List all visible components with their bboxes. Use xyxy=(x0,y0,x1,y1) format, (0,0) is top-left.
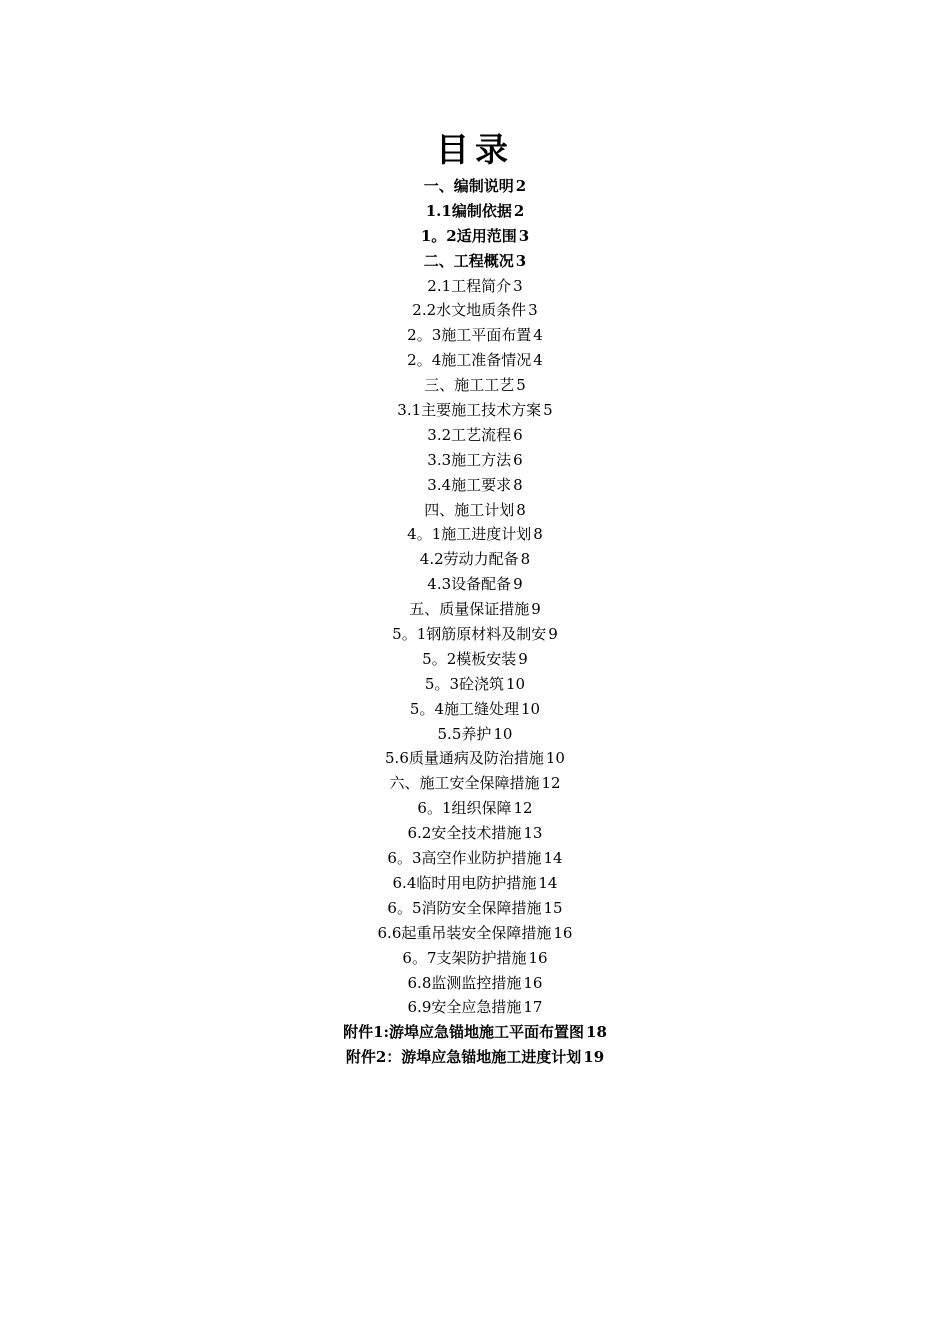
toc-entry-page-number: 9 xyxy=(531,600,541,619)
toc-entry-text: 3.2工艺流程 xyxy=(427,425,512,444)
toc-entry-page-number: 9 xyxy=(518,649,528,668)
toc-entry-page-number: 17 xyxy=(523,998,543,1017)
toc-entry-page-number: 3 xyxy=(518,226,530,245)
toc-entry-text: 2。4施工准备情况 xyxy=(407,351,532,370)
toc-entry-page-number: 15 xyxy=(543,898,563,917)
toc-entry-text: 4.2劳动力配备 xyxy=(419,550,519,569)
toc-entry[interactable] xyxy=(0,995,950,1020)
toc-entry-text: 五、质量保证措施 xyxy=(409,600,530,619)
toc-entry-text: 6。5消防安全保障措施 xyxy=(387,898,542,917)
toc-entry-text: 5.5养护 xyxy=(437,724,492,743)
toc-entry[interactable] xyxy=(0,622,950,647)
toc-entry-page-number: 12 xyxy=(513,799,533,818)
toc-entry-page-number: 6 xyxy=(513,425,523,444)
toc-entry[interactable] xyxy=(0,348,950,373)
toc-entry-text: 2。3施工平面布置 xyxy=(407,326,532,345)
toc-entry-text: 3.4施工要求 xyxy=(427,475,512,494)
toc-entry[interactable] xyxy=(0,249,950,274)
toc-entry[interactable] xyxy=(0,722,950,747)
toc-entry-page-number: 13 xyxy=(523,824,543,843)
toc-entry-page-number: 19 xyxy=(583,1048,605,1067)
toc-entry-page-number: 3 xyxy=(528,301,538,320)
toc-entry[interactable] xyxy=(0,298,950,323)
toc-entry-text: 四、施工计划 xyxy=(424,500,515,519)
toc-entry-text: 1。2适用范围 xyxy=(420,226,517,245)
toc-entry-text: 5.6质量通病及防治措施 xyxy=(385,749,544,768)
toc-entry-page-number: 16 xyxy=(523,973,543,992)
toc-entry[interactable] xyxy=(0,473,950,498)
toc-entry[interactable] xyxy=(0,896,950,921)
toc-entry[interactable] xyxy=(0,498,950,523)
toc-entry-text: 2.2水文地质条件 xyxy=(412,301,527,320)
toc-entry-text: 二、工程概况 xyxy=(423,251,514,270)
toc-entry-text: 附件2：游埠应急锚地施工进度计划 xyxy=(345,1048,582,1067)
toc-list xyxy=(0,174,950,1070)
toc-entry[interactable] xyxy=(0,697,950,722)
toc-entry[interactable] xyxy=(0,448,950,473)
toc-entry-page-number: 8 xyxy=(533,525,543,544)
toc-entry-page-number: 14 xyxy=(538,873,558,892)
toc-entry-text: 附件1:游埠应急锚地施工平面布置图 xyxy=(343,1023,585,1042)
toc-entry-page-number: 18 xyxy=(586,1023,607,1042)
toc-entry-text: 1.1编制依据 xyxy=(425,201,512,220)
toc-entry-text: 6.9安全应急措施 xyxy=(407,998,522,1017)
toc-entry[interactable] xyxy=(0,323,950,348)
toc-entry-text: 5。4施工缝处理 xyxy=(409,699,519,718)
toc-entry-text: 6。3高空作业防护措施 xyxy=(387,849,542,868)
toc-entry[interactable] xyxy=(0,1020,950,1045)
toc-entry-text: 6。7支架防护措施 xyxy=(402,948,527,967)
toc-entry-text: 3.3施工方法 xyxy=(427,450,512,469)
toc-entry[interactable] xyxy=(0,971,950,996)
toc-entry-text: 5。1钢筋原材料及制安 xyxy=(392,625,547,644)
toc-entry-text: 5。3砼浇筑 xyxy=(424,674,504,693)
toc-entry-page-number: 8 xyxy=(513,475,523,494)
toc-entry-page-number: 12 xyxy=(541,774,561,793)
toc-entry[interactable] xyxy=(0,274,950,299)
toc-entry[interactable] xyxy=(0,796,950,821)
toc-entry-text: 6。1组织保障 xyxy=(417,799,512,818)
toc-entry[interactable] xyxy=(0,846,950,871)
toc-entry-text: 6.6起重吊装安全保障措施 xyxy=(377,923,552,942)
toc-entry-page-number: 4 xyxy=(533,351,543,370)
toc-title: 目录 xyxy=(436,130,514,169)
toc-entry[interactable] xyxy=(0,746,950,771)
toc-entry-text: 6.4临时用电防护措施 xyxy=(392,873,537,892)
toc-entry-page-number: 5 xyxy=(543,401,553,420)
toc-entry[interactable] xyxy=(0,871,950,896)
toc-entry-page-number: 8 xyxy=(520,550,531,569)
toc-entry[interactable] xyxy=(0,174,950,199)
toc-entry-page-number: 10 xyxy=(521,699,541,718)
toc-entry-page-number: 6 xyxy=(513,450,523,469)
toc-entry-text: 3.1主要施工技术方案 xyxy=(397,401,542,420)
toc-entry[interactable] xyxy=(0,572,950,597)
toc-entry[interactable] xyxy=(0,597,950,622)
toc-entry-page-number: 8 xyxy=(516,500,526,519)
toc-entry-page-number: 16 xyxy=(528,948,548,967)
toc-entry-page-number: 10 xyxy=(545,749,565,768)
toc-entry[interactable] xyxy=(0,647,950,672)
toc-entry-text: 六、施工安全保障措施 xyxy=(389,774,540,793)
toc-entry[interactable] xyxy=(0,771,950,796)
toc-entry[interactable] xyxy=(0,398,950,423)
toc-entry-text: 一、编制说明 xyxy=(423,177,514,195)
toc-entry-text: 5。2模板安装 xyxy=(422,649,517,668)
toc-entry-text: 三、施工工艺 xyxy=(424,376,515,395)
toc-entry-page-number: 2 xyxy=(513,201,525,220)
toc-entry-text: 4.3设备配备 xyxy=(427,575,512,594)
toc-entry-text: 2.1工程简介 xyxy=(427,276,512,295)
toc-entry[interactable] xyxy=(0,224,950,249)
toc-entry-page-number: 5 xyxy=(516,376,526,395)
toc-entry-text: 6.8监测监控措施 xyxy=(407,973,522,992)
toc-entry[interactable] xyxy=(0,423,950,448)
toc-entry-page-number: 3 xyxy=(513,276,523,295)
toc-entry[interactable] xyxy=(0,522,950,547)
toc-entry[interactable] xyxy=(0,821,950,846)
toc-entry-page-number: 10 xyxy=(506,674,526,693)
toc-entry-page-number: 2 xyxy=(515,177,527,195)
toc-entry[interactable] xyxy=(0,672,950,697)
toc-entry[interactable] xyxy=(0,921,950,946)
toc-entry[interactable] xyxy=(0,547,950,572)
toc-entry[interactable] xyxy=(0,373,950,398)
toc-entry[interactable] xyxy=(0,199,950,224)
toc-entry-page-number: 9 xyxy=(513,575,523,594)
toc-entry-page-number: 3 xyxy=(515,251,527,270)
toc-entry[interactable] xyxy=(0,1045,950,1070)
toc-entry-page-number: 4 xyxy=(533,326,543,345)
toc-entry-text: 6.2安全技术措施 xyxy=(407,824,522,843)
toc-entry-text: 4。1施工进度计划 xyxy=(407,525,532,544)
toc-entry-page-number: 9 xyxy=(548,625,558,644)
toc-entry-page-number: 10 xyxy=(493,724,513,743)
toc-entry[interactable] xyxy=(0,946,950,971)
toc-entry-page-number: 14 xyxy=(543,849,563,868)
toc-entry-page-number: 16 xyxy=(553,923,573,942)
